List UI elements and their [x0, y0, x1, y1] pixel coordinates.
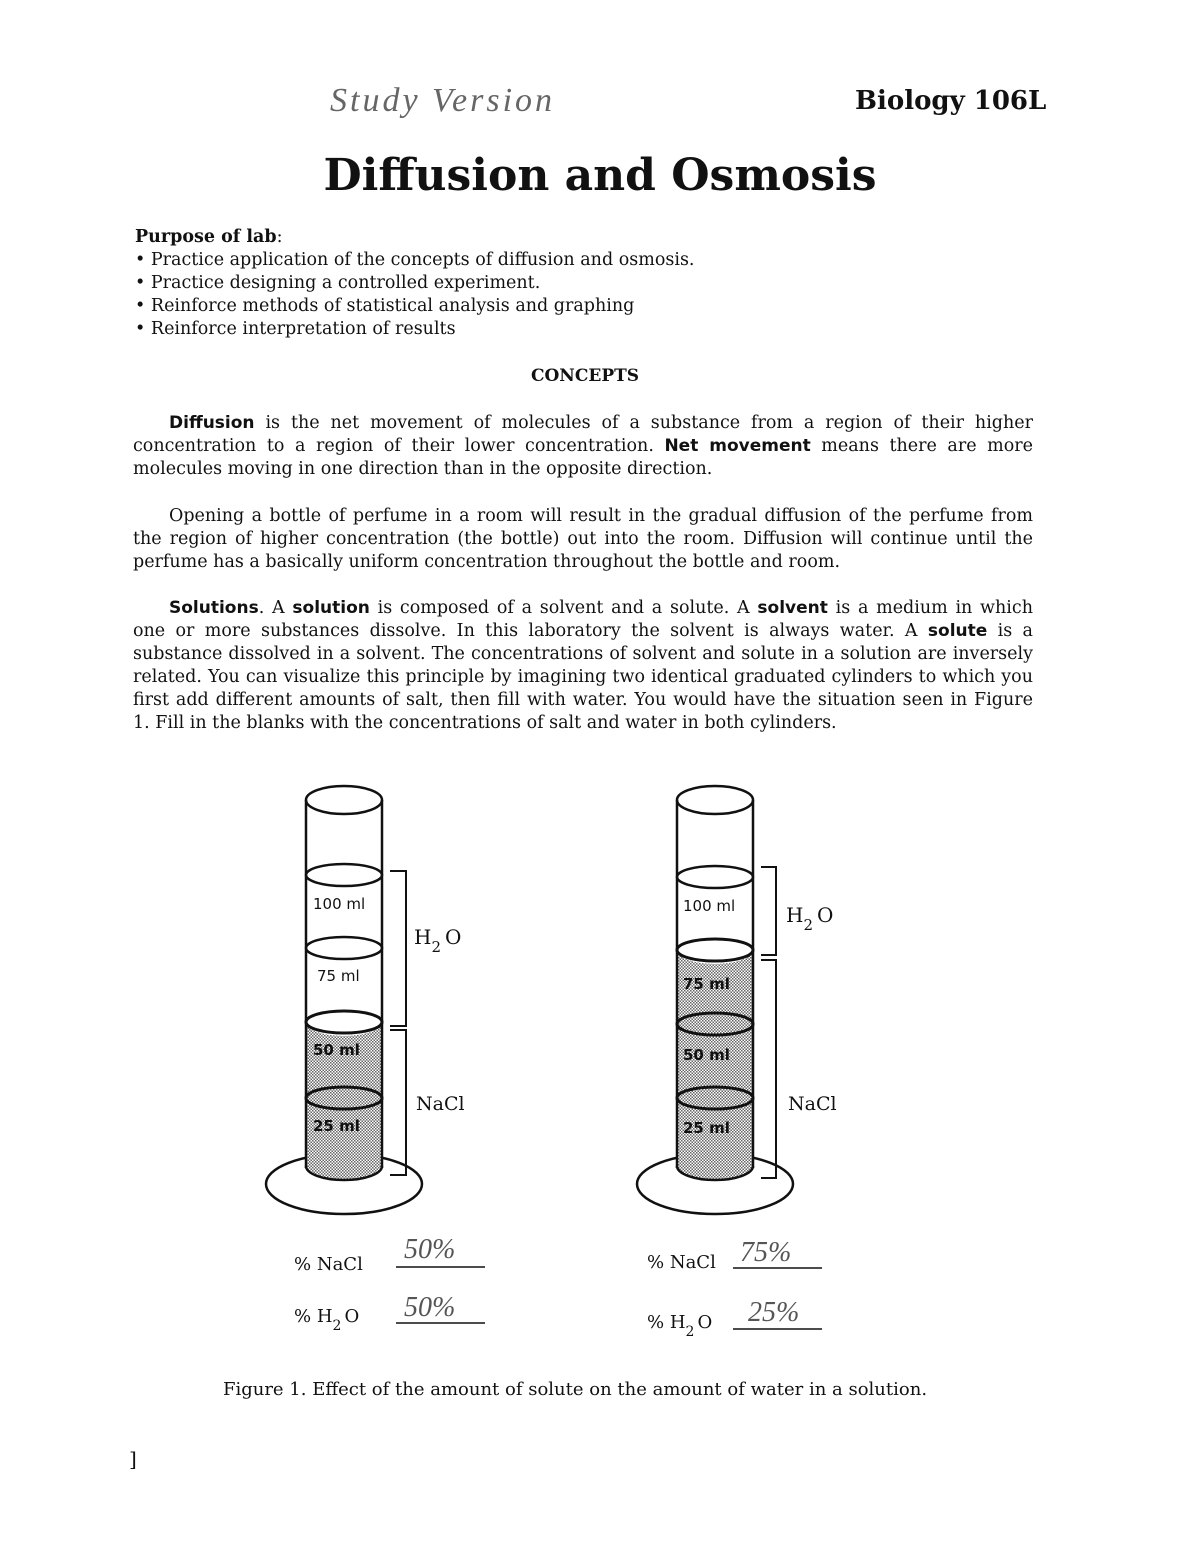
purpose-colon: :	[276, 227, 283, 247]
left-mark-100: 100 ml	[313, 895, 366, 913]
purpose-item: • Reinforce interpretation of results	[135, 318, 1055, 341]
right-pct-h2o-label: % $H_2$ O	[647, 1312, 713, 1340]
left-pct-h2o-label: % $H_2$ O	[294, 1306, 360, 1334]
solution-text: is composed of a solvent and a solute. A	[369, 598, 758, 618]
left-mark-25: 25 ml	[313, 1117, 360, 1135]
term-solution: solution	[292, 598, 370, 618]
right-pct-nacl-value: 75%	[740, 1237, 792, 1268]
left-cylinder	[266, 786, 485, 1334]
page-title: Diffusion and Osmosis	[323, 150, 877, 201]
solutions-paragraph	[133, 597, 1033, 735]
left-water-bracket	[390, 871, 406, 1026]
right-water-label: $H_2$ O	[786, 903, 834, 934]
left-cylinder-top	[306, 786, 382, 814]
left-pct-h2o-value: 50%	[404, 1292, 456, 1323]
left-water-label: $H_2$ O	[414, 925, 462, 956]
purpose-item: • Practice designing a controlled experiment.	[135, 272, 1055, 295]
term-solute: solute	[927, 621, 988, 641]
left-mark-75: 75 ml	[317, 967, 360, 985]
purpose-section	[135, 226, 1055, 341]
term-diffusion: Diffusion	[169, 413, 255, 433]
left-salt-label: NaCl	[416, 1093, 465, 1115]
page-mark: ]	[129, 1447, 137, 1471]
right-cylinder-top	[677, 786, 753, 814]
concepts-heading: CONCEPTS	[530, 366, 640, 386]
course-code: Biology 106L	[855, 86, 1047, 116]
right-mark-75: 75 ml	[683, 975, 730, 993]
term-solvent: solvent	[757, 598, 828, 618]
figure-graduated-cylinders	[0, 770, 1200, 1370]
handwritten-note: Study Version	[330, 82, 556, 119]
left-pct-nacl-label: % NaCl	[294, 1254, 363, 1275]
right-pct-nacl-label: % NaCl	[647, 1252, 716, 1273]
right-pct-h2o-value: 25%	[748, 1297, 800, 1328]
net-movement-text: means there are more molecules moving in one direction than in the opposite direction.	[133, 436, 1033, 479]
figure-caption: Figure 1. Effect of the amount of solute on the amount of water in a solution.	[222, 1379, 928, 1400]
solvent-text: is a medium in which one or more substances dissolve. In this laboratory the solvent is always water. A	[133, 598, 1033, 641]
term-net-movement: Net movement	[664, 436, 811, 456]
right-salt-label: NaCl	[788, 1093, 837, 1115]
right-mark-25: 25 ml	[683, 1119, 730, 1137]
right-cylinder	[637, 786, 837, 1340]
right-mark-50: 50 ml	[683, 1046, 730, 1064]
right-mark-100: 100 ml	[683, 897, 736, 915]
perfume-paragraph: Opening a bottle of perfume in a room will result in the gradual diffusion of the perfume from the region of higher concentration (the bottle) out into the room. Diffusion will continue until the perfume has a basically uniform concentration throughout the bottle and room.	[133, 506, 1033, 572]
purpose-list	[135, 249, 1055, 341]
purpose-item: • Practice application of the concepts of diffusion and osmosis.	[135, 249, 1055, 272]
left-mark-50: 50 ml	[313, 1041, 360, 1059]
left-pct-nacl-value: 50%	[404, 1234, 456, 1265]
term-solutions: Solutions	[169, 598, 259, 618]
right-water-bracket	[761, 867, 776, 955]
purpose-label: Purpose of lab	[135, 227, 277, 247]
purpose-item: • Reinforce methods of statistical analysis and graphing	[135, 295, 1055, 318]
solutions-text: . A	[258, 598, 293, 618]
diffusion-text: is the net movement of molecules of a substance from a region of their higher concentration to a region of their lower concentration.	[133, 413, 1033, 456]
diffusion-paragraph	[133, 412, 1033, 481]
right-salt-bracket	[761, 960, 776, 1178]
solute-text: is a substance dissolved in a solvent. The concentrations of solvent and solute in a solution are inversely related. You can visualize this principle by imagining two identical graduated cylinders to which you first add different amounts of salt, then fill with water. You would have the situation seen in Figure 1. Fill in the blanks with the concentrations of salt and water in both cylinders.	[133, 621, 1033, 733]
left-salt-bracket	[390, 1030, 406, 1175]
